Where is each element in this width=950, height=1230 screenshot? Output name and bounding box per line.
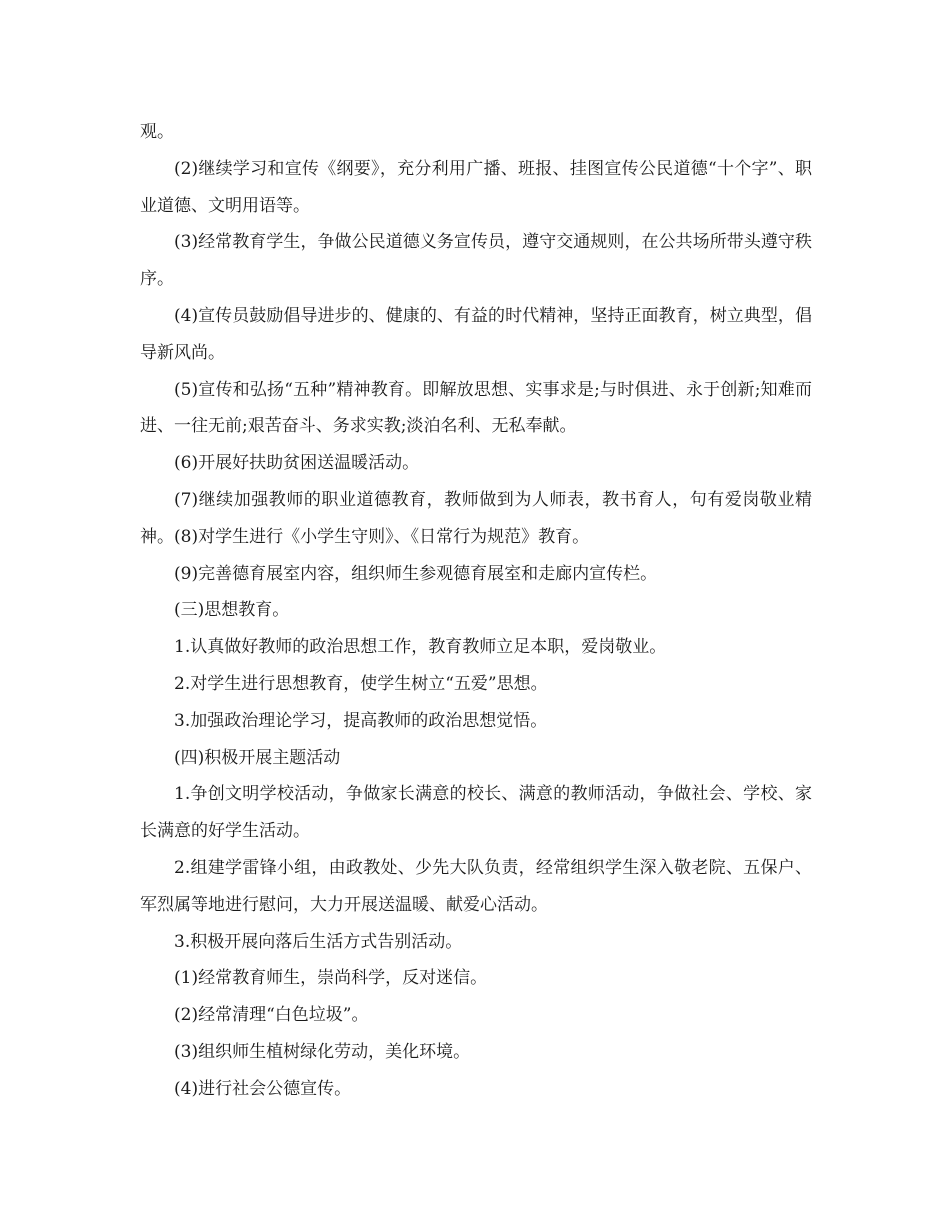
paragraph: (4)宣传员鼓励倡导进步的、健康的、有益的时代精神，坚持正面教育，树立典型，倡导新风尚。 (140, 305, 812, 363)
section-heading: (三)思想教育。 (174, 600, 290, 621)
paragraph: 1.认真做好教师的政治思想工作，教育教师立足本职，爱岗敬业。 (174, 637, 667, 658)
paragraph: (6)开展好扶助贫困送温暖活动。 (174, 453, 420, 474)
paragraph: 3.积极开展向落后生活方式告别活动。 (174, 931, 463, 952)
paragraph: 2.组建学雷锋小组，由政教处、少先大队负责，经常组织学生深入敬老院、五保户、军烈属等地进行慰问，大力开展送温暖、献爱心活动。 (140, 857, 812, 915)
paragraph: (5)宣传和弘扬“五种”精神教育。即解放思想、实事求是;与时俱进、永于创新;知难而进、一往无前;艰苦奋斗、务求实教;淡泊名利、无私奉献。 (140, 379, 812, 437)
paragraph: (4)进行社会公德宣传。 (174, 1078, 352, 1099)
paragraph: 1.争创文明学校活动，争做家长满意的校长、满意的教师活动，争做社会、学校、家长满意的好学生活动。 (140, 784, 812, 842)
document-body (140, 114, 812, 1108)
paragraph: 3.加强政治理论学习，提高教师的政治思想觉悟。 (174, 710, 548, 731)
paragraph: (3)经常教育学生，争做公民道德义务宣传员，遵守交通规则，在公共场所带头遵守秩序。 (140, 232, 812, 290)
paragraph: 2.对学生进行思想教育，使学生树立“五爱”思想。 (174, 673, 548, 694)
paragraph: (9)完善德育展室内容，组织师生参观德育展室和走廊内宣传栏。 (174, 563, 658, 584)
paragraph: 观。 (140, 122, 174, 142)
paragraph: (7)继续加强教师的职业道德教育，教师做到为人师表，教书育人，句有爱岗敬业精神。(8)对学生进行《小学生守则》、《日常行为规范》教育。 (140, 489, 812, 547)
paragraph: (2)继续学习和宣传《纲要》，充分利用广播、班报、挂图宣传公民道德“十个字”、职业道德、文明用语等。 (140, 158, 812, 216)
paragraph: (3)组织师生植树绿化劳动，美化环境。 (174, 1041, 471, 1062)
section-heading: (四)积极开展主题活动 (174, 747, 341, 768)
paragraph: (1)经常教育师生，崇尚科学，反对迷信。 (174, 968, 488, 989)
paragraph: (2)经常清理“白色垃圾”。 (174, 1005, 369, 1026)
